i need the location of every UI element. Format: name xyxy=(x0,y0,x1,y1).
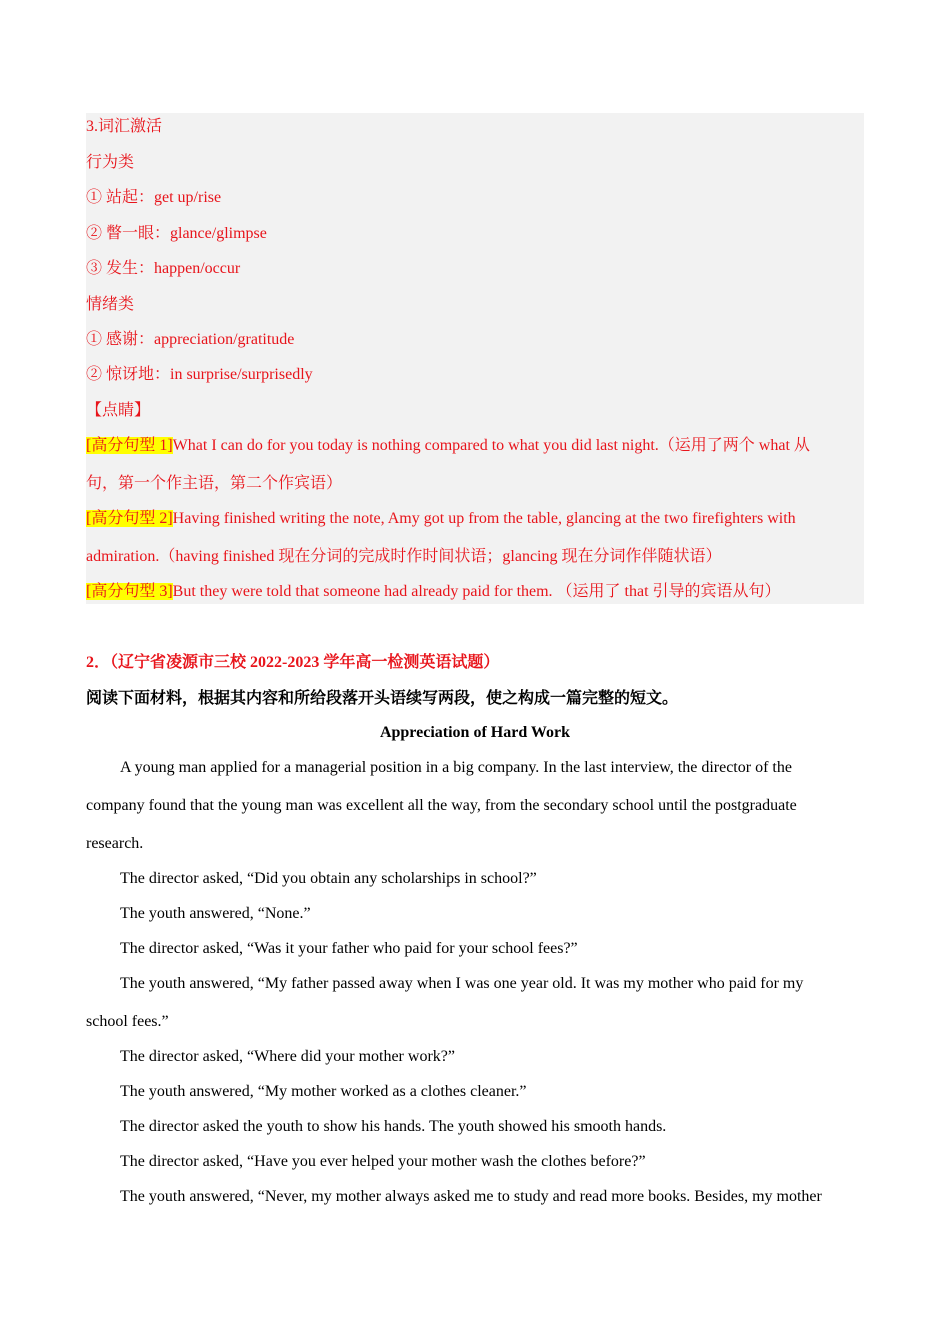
passage-line: The director asked, “Did you obtain any scholarships in school?” xyxy=(120,870,537,887)
sentence-pattern-3 xyxy=(86,582,781,602)
sentence-text: Having finished writing the note, Amy got up from the table, glancing at the two firefighters with xyxy=(172,510,796,527)
sentence-pattern-2-cont: admiration.（having finished 现在分词的完成时作时间状语；glancing 现在分词作伴随状语） xyxy=(86,548,722,565)
sentence-pattern-2 xyxy=(86,509,796,529)
passage-line: The director asked, “Was it your father who paid for your school fees?” xyxy=(120,940,578,957)
passage-line: The youth answered, “My father passed away when I was one year old. It was my mother who paid for my xyxy=(120,975,804,992)
sentence-text: But they were told that someone had already paid for them. （运用了 that 引导的宾语从句） xyxy=(172,583,781,600)
question-instruction: 阅读下面材料，根据其内容和所给段落开头语续写两段，使之构成一篇完整的短文。 xyxy=(86,690,679,707)
question-source: 2．（辽宁省凌源市三校 2022-2023 学年高一检测英语试题） xyxy=(86,654,500,671)
vocab-item: ② 瞥一眼：glance/glimpse xyxy=(86,225,267,242)
passage-line: The director asked the youth to show his hands. The youth showed his smooth hands. xyxy=(120,1118,667,1135)
sentence-tag: [高分句型 3] xyxy=(86,583,173,600)
passage-line: A young man applied for a managerial position in a big company. In the last interview, the director of the xyxy=(120,759,792,776)
sentence-pattern-1-cont: 句，第一个作主语，第二个作宾语） xyxy=(86,475,343,492)
shaded-answer-box xyxy=(86,113,864,604)
passage-line: company found that the young man was excellent all the way, from the secondary school until the postgraduate xyxy=(86,797,797,814)
passage-line: The youth answered, “My mother worked as a clothes cleaner.” xyxy=(120,1083,527,1100)
passage-line: The youth answered, “Never, my mother always asked me to study and read more books. Besides, my mother xyxy=(120,1188,822,1205)
vocab-item: ① 感谢：appreciation/gratitude xyxy=(86,331,295,348)
passage-line: school fees.” xyxy=(86,1013,169,1030)
vocab-category-emotion: 情绪类 xyxy=(86,296,135,313)
sentence-pattern-1 xyxy=(86,436,810,456)
sentence-text: What I can do for you today is nothing compared to what you did last night.（运用了两个 what 从 xyxy=(172,437,810,454)
passage-line: The director asked, “Where did your mother work?” xyxy=(120,1048,455,1065)
passage-line: The youth answered, “None.” xyxy=(120,905,311,922)
sentence-tag: [高分句型 1] xyxy=(86,437,173,454)
vocab-item: ③ 发生：happen/occur xyxy=(86,260,241,277)
vocab-heading: 3.词汇激活 xyxy=(86,118,163,135)
vocab-item: ② 惊讶地：in surprise/surprisedly xyxy=(86,366,313,383)
passage-line: The director asked, “Have you ever helped your mother wash the clothes before?” xyxy=(120,1153,646,1170)
dianjing-label: 【点睛】 xyxy=(86,402,151,419)
vocab-category-behavior: 行为类 xyxy=(86,154,135,171)
passage-line: research. xyxy=(86,835,144,852)
vocab-item: ① 站起：get up/rise xyxy=(86,189,222,206)
sentence-tag: [高分句型 2] xyxy=(86,510,173,527)
passage-title: Appreciation of Hard Work xyxy=(379,724,571,741)
